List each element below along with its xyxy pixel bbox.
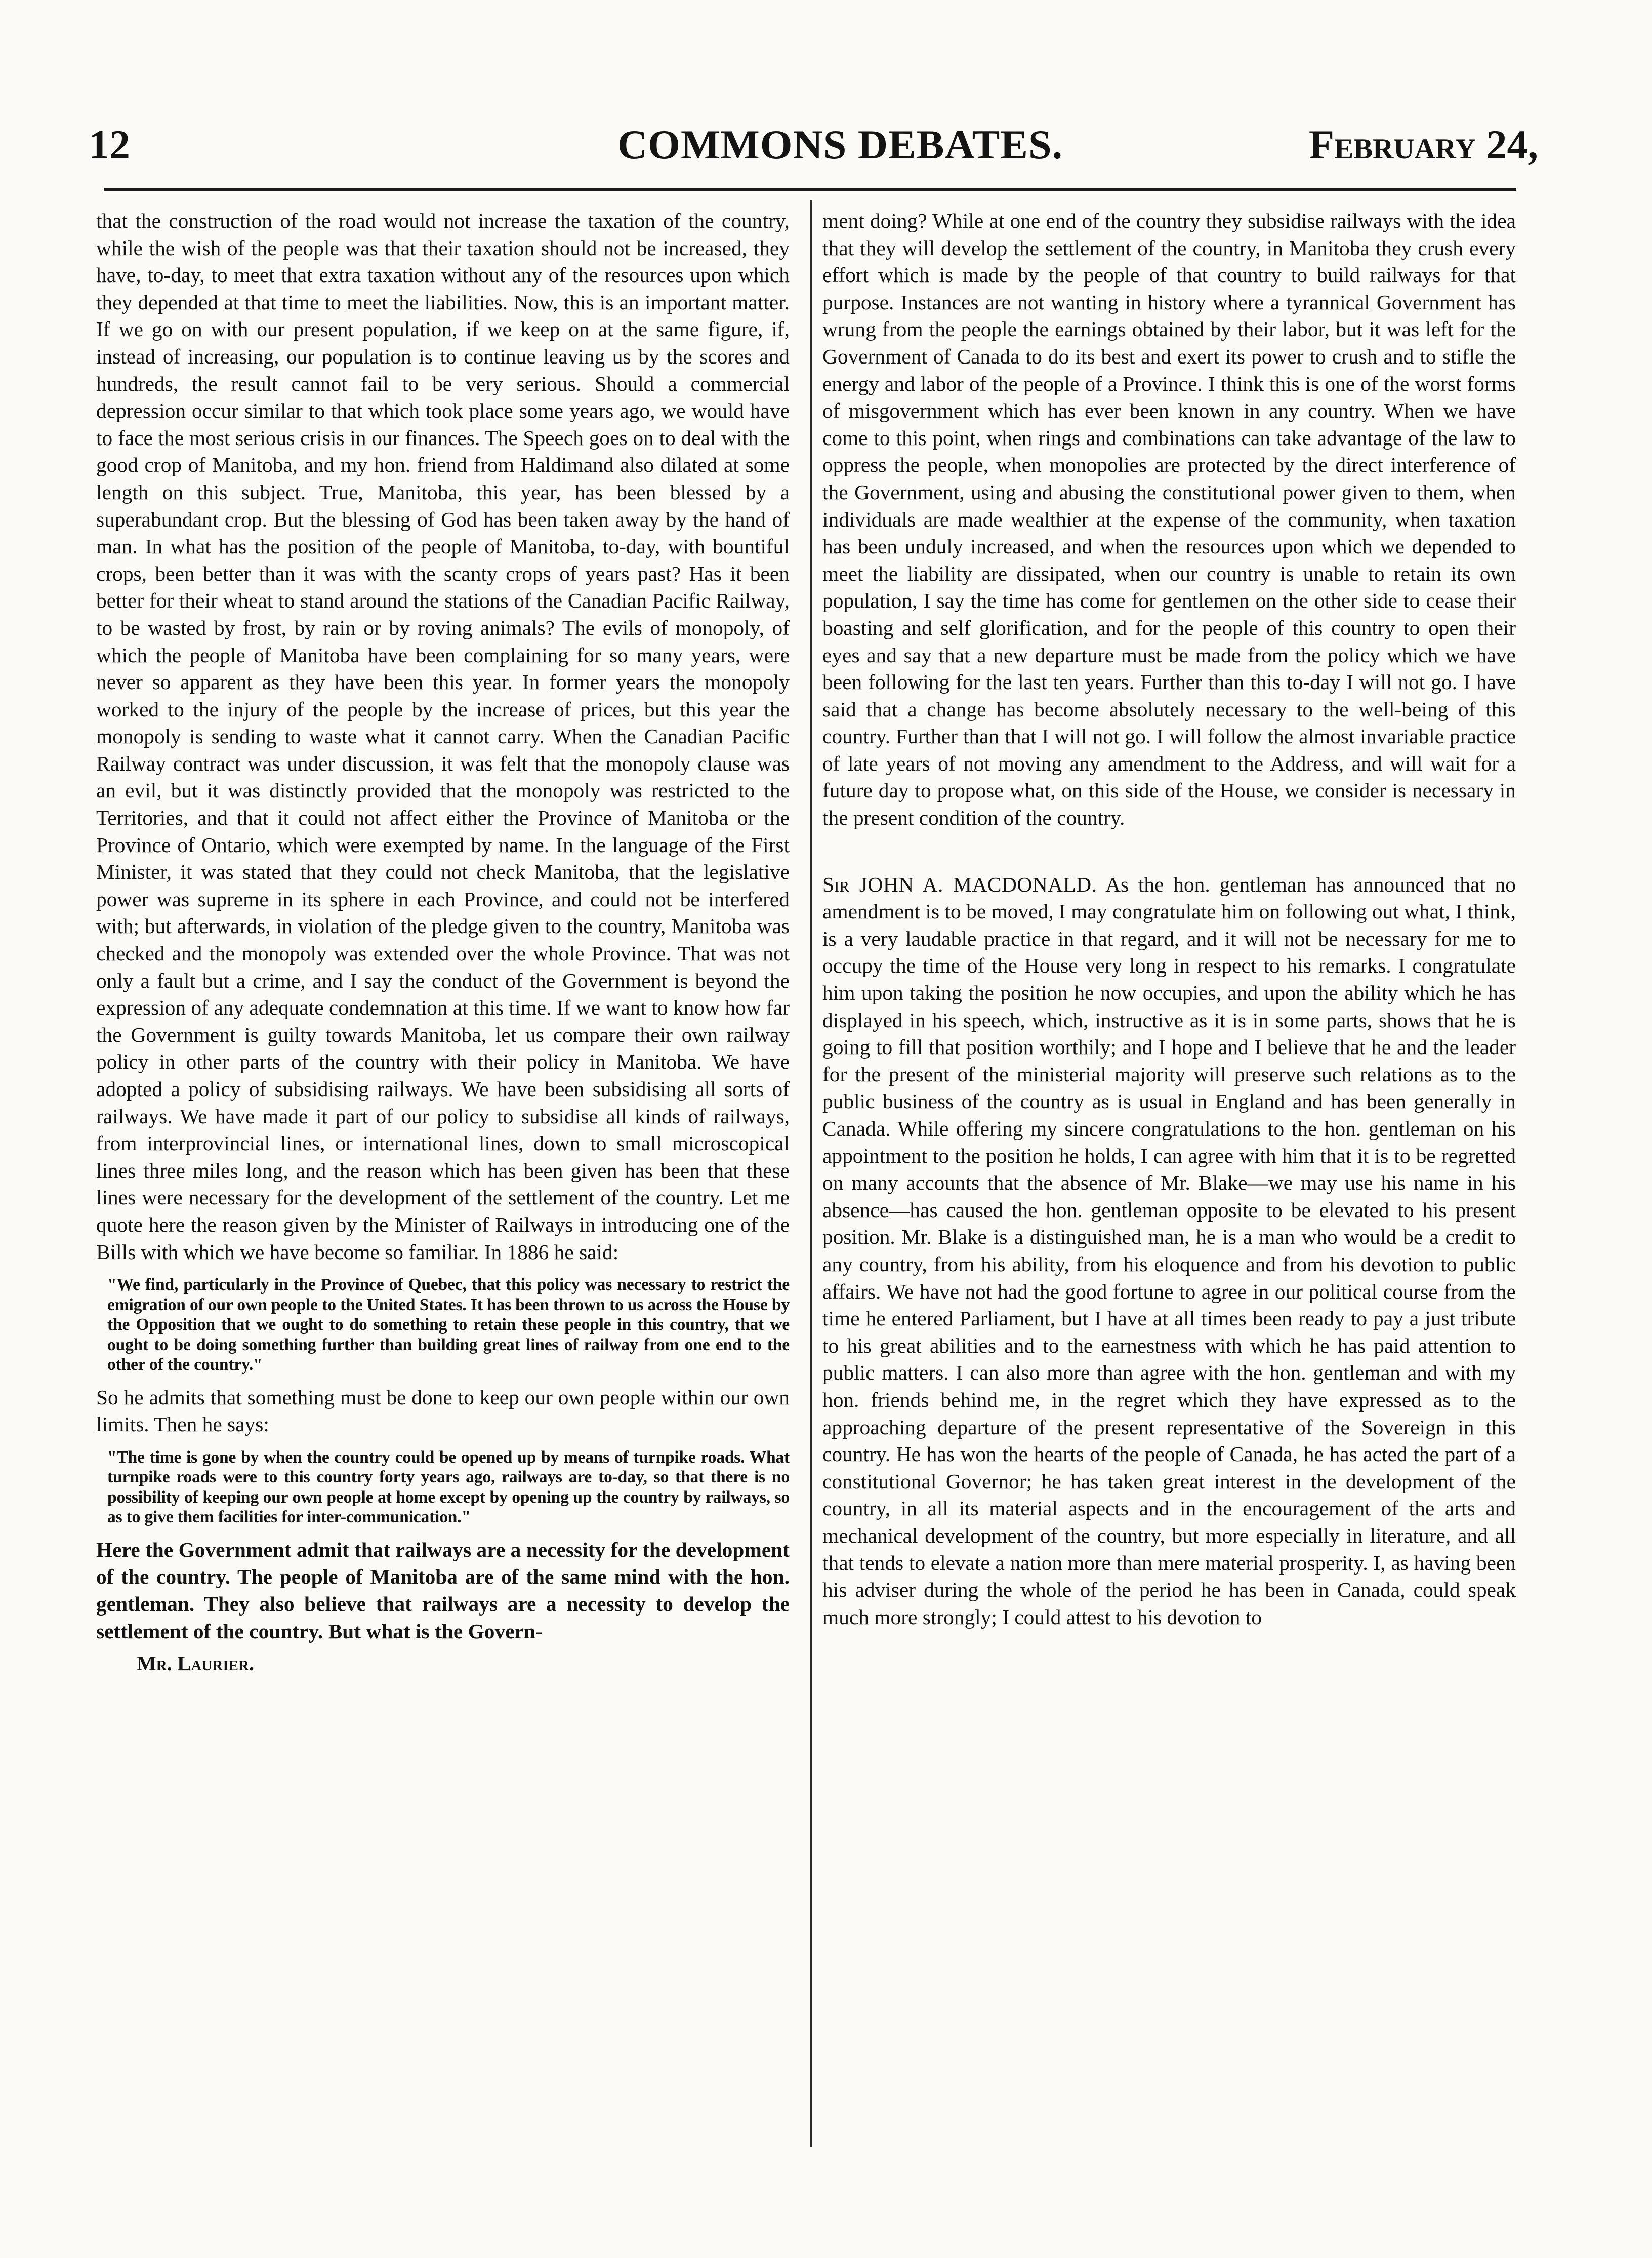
left-paragraph-3: Here the Government admit that railways are a necessity for the development of the country. The people of Manitoba are of the same mind with the hon. gentleman. They also believe that railways are a necessity to develop the settlement of the country. But what is the Govern-: [96, 1538, 790, 1643]
header-rule: [104, 188, 1516, 191]
quotation-2: "The time is gone by when the country could be opened up by means of turnpike roads. What turnpike roads were to this country forty years ago, railways are to-day, so that there is no possibility of keeping our own people at home except by opening up the country by railways, so as to give them facilities for inter-communication.": [107, 1447, 790, 1527]
left-paragraph-2: So he admits that something must be done to keep our own people within our own limits. Then he says:: [96, 1385, 790, 1436]
column-divider: [810, 200, 812, 2147]
page-title: COMMONS DEBATES.: [617, 122, 1063, 168]
right-column: [822, 208, 1516, 1631]
right-paragraph-2: [822, 871, 1516, 1631]
page-date: February 24,: [1309, 122, 1538, 168]
page-number: 12: [89, 122, 130, 168]
left-column: [96, 208, 790, 1677]
left-paragraph-1: that the construction of the road would not increase the taxation of the country, while the wish of the people was that their taxation should not be increased, they have, to-day, to meet that extra taxation without any of the resources upon which they depended at that time to meet the liabilities. Now, this is an important matter. If we go on with our present population, if we keep on at the same figure, if, instead of increasing, our population is to continue leaving us by the scores and hundreds, the result cannot fail to be very serious. Should a commercial depression occur similar to that which took place some years ago, we would have to face the most serious crisis in our finances. The Speech goes on to deal with the good crop of Manitoba, and my hon. friend from Haldimand also dilated at some length on this subject. True, Manitoba, this year, has been blessed by a superabundant crop. But the blessing of God has been taken away by the hand of man. In what has the position of the people of Manitoba, to-day, with bountiful crops, been better than it was with the scanty crops of years past? Has it been better for their wheat to stand around the stations of the Canadian Pacific Railway, to be wasted by frost, by rain or by roving animals? The evils of monopoly, of which the people of Manitoba have been complaining for so many years, were never so apparent as they have been this year. In former years the monopoly worked to the injury of the people by the increase of prices, but this year the monopoly is sending to waste what it cannot carry. When the Canadian Pacific Railway contract was under discussion, it was felt that the monopoly clause was an evil, but it was distinctly provided that the monopoly was restricted to the Territories, and that it could not affect either the Province of Manitoba or the Province of Ontario, which were exempted by name. In the language of the First Minister, it was stated that they could not check Manitoba, that the legislative power was supreme in its sphere in each Province, and could not be interfered with; but afterwards, in violation of the pledge given to the country, Manitoba was checked and the monopoly was extended over the whole Province. That was not only a fault but a crime, and I say the conduct of the Government is beyond the expression of any adequate condemnation at this time. If we want to know how far the Government is guilty towards Manitoba, let us compare their own railway policy in other parts of the country with their policy in Manitoba. We have adopted a policy of subsidising railways. We have been subsidising all sorts of railways. We have made it part of our policy to subsidise all kinds of railways, from interprovincial lines, or international lines, down to small microscopical lines three miles long, and the reason which has been given has been that these lines were necessary for the development of the settlement of the country. Let me quote here the reason given by the Minister of Railways in introducing one of the Bills with which we have become so familiar. In 1886 he said:: [96, 209, 790, 1264]
speech-text: As the hon. gentleman has announced that no amendment is to be moved, I may congratulate him on following out what, I think, is a very laudable practice in that regard, and it will not be necessary for me to occupy the time of the House very long in respect to his remarks. I congratulate him upon taking the position he now occupies, and upon the ability which he has displayed in his speech, which, instructive as it is in some parts, shows that he is going to fill that position worthily; and I hope and I believe that he and the leader for the present of the ministerial majority will preserve such relations as to the public business of the country as is usual in England and has been generally in Canada. While offering my sincere congratulations to the hon. gentleman on his appointment to the position he holds, I can agree with him that it is to be regretted on many accounts that the absence of Mr. Blake—we may use his name in his absence—has caused the hon. gentleman opposite to be elevated to his present position. Mr. Blake is a distinguished man, he is a man who would be a credit to any country, from his ability, from his eloquence and from his devotion to public affairs. We have not had the good fortune to agree in our political course from the time he entered Parliament, but I have at all times been ready to pay a just tribute to his great abilities and to the earnestness with which he has paid attention to public matters. I can also more than agree with the hon. gentleman and with my hon. friends behind me, in the regret which they have expressed as to the approaching departure of the present representative of the Sovereign in this country. He has won the hearts of the people of Canada, he has acted the part of a constitutional Governor; he has taken great interest in the development of the country, in all its material aspects and in the encouragement of the arts and mechanical development of the country, but more especially in literature, and all that tends to elevate a nation more than mere material prosperity. I, as having been his adviser during the whole of the period he has been in Canada, could speak much more strongly; I could attest to his devotion to: [822, 872, 1516, 1629]
quotation-1: "We find, particularly in the Province of Quebec, that this policy was necessary to restrict the emigration of our own people to the United States. It has been thrown to us across the House by the Opposition that we ought to do something to retain these people in this country, that we ought to be doing something further than building great lines of railway from one end to the other of the country.": [107, 1275, 790, 1375]
speaker-name: Sir JOHN A. MACDONALD.: [822, 872, 1097, 896]
speaker-footer: Mr. Laurier.: [137, 1651, 255, 1675]
right-paragraph-1: ment doing? While at one end of the country they subsidise railways with the idea that they will develop the settlement of the country, in Manitoba they crush every effort which is made by the people of that country to build railways for that purpose. Instances are not wanting in history where a tyrannical Government has wrung from the people the earnings obtained by their labor, but it was left for the Government of Canada to do its best and exert its power to crush and to stifle the energy and labor of the people of a Province. I think this is one of the worst forms of misgovernment which has ever been known in any country. When we have come to this point, when rings and combinations can take advantage of the law to oppress the people, when monopolies are protected by the direct interference of the Government, using and abusing the constitutional power given to them, when individuals are made wealthier at the expense of the community, when taxation has been unduly increased, and when the resources upon which we depended to meet the liability are dissipated, when our country is unable to retain its own population, I say the time has come for gentlemen on the other side to cease their boasting and self glorification, and for the people of this country to open their eyes and say that a new departure must be made from the policy which we have been following for the last ten years. Further than this to-day I will not go. I have said that a change has become absolutely necessary to the well-being of this country. Further than that I will not go. I will follow the almost invariable practice of late years of not moving any amendment to the Address, and will wait for a future day to propose what, on this side of the House, we consider is necessary in the present condition of the country.: [822, 209, 1516, 830]
